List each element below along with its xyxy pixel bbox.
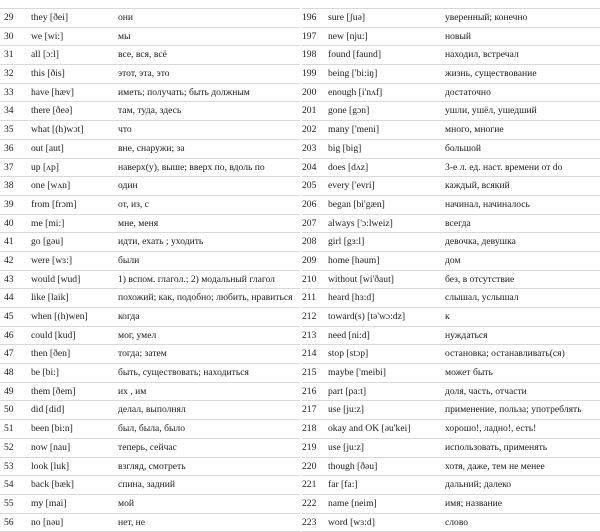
english-word: being ['bi:iŋ] (328, 68, 378, 80)
russian-translation: много, многие (445, 124, 504, 136)
table-row (302, 196, 600, 215)
english-word: new [nju:] (328, 30, 368, 42)
row-number: 213 (302, 329, 317, 341)
english-word: need [ni:d] (328, 329, 370, 341)
russian-translation: нет, не (118, 516, 146, 528)
row-number: 51 (4, 423, 14, 435)
table-row (302, 345, 600, 364)
english-word: maybe ['meibi] (328, 367, 386, 379)
english-word: though [ðəu] (328, 460, 378, 472)
row-number: 32 (4, 68, 14, 80)
english-word: does [dʌz] (328, 161, 369, 173)
row-number: 47 (4, 348, 14, 360)
row-number: 222 (302, 497, 317, 509)
russian-translation: были (118, 254, 140, 266)
table-row (0, 476, 300, 495)
english-word: me [mi:] (31, 217, 65, 229)
english-word: gone [gɔn] (328, 105, 370, 117)
english-word: go [gəu] (31, 236, 64, 248)
russian-translation: хотя, даже, тем не менее (445, 460, 545, 472)
table-row (302, 364, 600, 383)
table-row (302, 177, 600, 196)
russian-translation: мог, умел (118, 329, 157, 341)
russian-translation: применение, польза; употреблять (445, 404, 582, 416)
english-word: use [ju:z] (328, 441, 364, 453)
russian-translation: имя; название (445, 497, 503, 509)
row-number: 220 (302, 460, 317, 472)
row-number: 202 (302, 124, 317, 136)
row-number: 48 (4, 367, 14, 379)
english-word: out [aut] (31, 142, 64, 154)
english-word: use [ju:z] (328, 404, 364, 416)
russian-translation: один (118, 180, 138, 192)
english-word: been [bi:n] (31, 423, 73, 435)
english-word: they [ðei] (31, 12, 69, 23)
english-word: part [pa:t] (328, 385, 367, 397)
russian-translation: что (118, 124, 132, 136)
row-number: 199 (302, 68, 317, 80)
table-row (0, 327, 300, 346)
table-row (0, 252, 300, 271)
russian-translation: они (118, 12, 134, 23)
english-word: name [neim] (328, 497, 377, 509)
russian-translation: идти, ехать ; уходить (118, 236, 204, 248)
russian-translation: нуждаться (445, 329, 488, 341)
english-word: began [bi'gæn] (328, 198, 385, 210)
table-row (0, 84, 300, 103)
table-row (302, 401, 600, 420)
english-word: sure [ʃuə] (328, 12, 366, 23)
table-row (0, 159, 300, 178)
row-number: 198 (302, 49, 317, 61)
table-row (0, 308, 300, 327)
russian-translation: тогда; затем (118, 348, 167, 360)
russian-translation: каждый, всякий (445, 180, 510, 192)
table-row (302, 308, 600, 327)
row-number: 201 (302, 105, 317, 117)
row-number: 42 (4, 254, 14, 266)
table-row (302, 102, 600, 121)
english-word: up [ʌp] (31, 161, 59, 173)
table-row (0, 345, 300, 364)
russian-translation: от, из, с (118, 198, 149, 210)
row-number: 211 (302, 292, 317, 304)
table-row (0, 495, 300, 514)
russian-translation: может быть (445, 367, 493, 379)
table-row (302, 46, 600, 65)
russian-translation: быть, существовать; находиться (118, 367, 249, 379)
row-number: 52 (4, 441, 14, 453)
russian-translation: мы (118, 30, 131, 42)
table-row (0, 140, 300, 159)
english-word: now [nau] (31, 441, 71, 453)
table-row (302, 140, 600, 159)
russian-translation: спина, задний (118, 479, 176, 491)
english-word: many ['meni] (328, 124, 380, 136)
english-word: okay and OK [əu'kei] (328, 423, 411, 435)
english-word: always ['ɔ:lweiz] (328, 217, 393, 229)
english-word: like [laik] (31, 292, 69, 304)
english-word: no [nəu] (31, 516, 64, 528)
row-number: 33 (4, 86, 14, 98)
row-number: 196 (302, 12, 317, 23)
english-word: when [(h)wen] (31, 311, 88, 322)
english-word: my [mai] (31, 497, 67, 509)
russian-translation: девочка, девушка (445, 236, 516, 248)
english-word: girl [gɜ:l] (328, 236, 365, 248)
english-word: be [bi:] (31, 367, 59, 379)
russian-translation: вне, снаружи; за (118, 142, 185, 154)
russian-translation: когда (118, 311, 140, 322)
table-row (0, 215, 300, 234)
row-number: 219 (302, 441, 317, 453)
russian-translation: наверх(у), выше; вверх по, вдоль по (118, 161, 265, 173)
table-row (302, 420, 600, 439)
row-number: 38 (4, 180, 14, 192)
row-number: 56 (4, 516, 14, 528)
row-number: 37 (4, 161, 14, 173)
english-word: heard [hɜ:d] (328, 292, 375, 304)
row-number: 208 (302, 236, 317, 248)
table-row (0, 289, 300, 308)
russian-translation: без, в отсутствие (445, 273, 515, 285)
english-word: all [ɔ:l] (31, 49, 59, 61)
russian-translation: взгляд, смотреть (118, 460, 186, 472)
table-row (302, 121, 600, 140)
english-word: were [wɜ:] (31, 254, 73, 266)
english-word: big [big] (328, 142, 362, 154)
row-number: 200 (302, 86, 317, 98)
table-row (302, 383, 600, 402)
right-column (302, 0, 600, 532)
row-number: 41 (4, 236, 14, 248)
english-word: enough [i'nʌf] (328, 86, 383, 98)
row-number: 203 (302, 142, 317, 154)
russian-translation: этот, эта, это (118, 68, 170, 80)
row-number: 31 (4, 49, 14, 61)
table-row (0, 46, 300, 65)
table-row (0, 458, 300, 477)
english-word: did [did] (31, 404, 65, 416)
table-row (0, 271, 300, 290)
row-number: 34 (4, 105, 14, 117)
table-row (0, 28, 300, 47)
table-row (302, 215, 600, 234)
russian-translation: похожий; как, подобно; любить, нравиться (118, 292, 293, 304)
table-row (0, 401, 300, 420)
russian-translation: иметь; получать; быть должным (118, 86, 250, 98)
english-word: would [wud] (31, 273, 81, 285)
russian-translation: 1) вспом. глагол.; 2) модальный глагол (118, 273, 275, 285)
table-row (0, 233, 300, 252)
russian-translation: к (445, 311, 450, 322)
table-row (0, 420, 300, 439)
russian-translation: делал, выполнял (118, 404, 186, 416)
russian-translation: все, вся, всё (118, 49, 167, 61)
russian-translation: новый (445, 30, 472, 42)
russian-translation: дом (445, 254, 461, 266)
row-number: 216 (302, 385, 317, 397)
table-row (302, 458, 600, 477)
row-number: 53 (4, 460, 14, 472)
russian-translation: использовать, применять (445, 441, 548, 453)
table-row (302, 514, 600, 532)
english-word: one [wʌn] (31, 180, 71, 192)
table-row (0, 102, 300, 121)
russian-translation: хорошо!, ладно!, есть! (445, 423, 537, 435)
english-word: from [frɔm] (31, 198, 77, 210)
row-number: 209 (302, 254, 317, 266)
russian-translation: теперь, сейчас (118, 441, 177, 453)
table-row (302, 289, 600, 308)
row-number: 35 (4, 124, 14, 136)
english-word: without [wi'ðaut] (328, 273, 394, 285)
row-number: 44 (4, 292, 14, 304)
table-row (0, 383, 300, 402)
row-number: 45 (4, 311, 14, 322)
russian-translation: находил, встречал (445, 49, 519, 61)
english-word: then [ðen] (31, 348, 71, 360)
row-number: 212 (302, 311, 317, 322)
row-number: 207 (302, 217, 317, 229)
table-row (0, 9, 300, 28)
russian-translation: жизнь, существование (445, 68, 537, 80)
row-number: 43 (4, 273, 14, 285)
row-number: 36 (4, 142, 14, 154)
english-word: found [faund] (328, 49, 382, 61)
row-number: 40 (4, 217, 14, 229)
row-number: 223 (302, 516, 317, 528)
table-row (302, 28, 600, 47)
english-word: word [wɜ:d] (328, 516, 375, 528)
table-row (0, 65, 300, 84)
table-row (302, 476, 600, 495)
english-word: have [hæv] (31, 86, 74, 98)
english-word: home [həum] (328, 254, 380, 266)
english-word: could [kud] (31, 329, 76, 341)
table-row (302, 327, 600, 346)
row-number: 210 (302, 273, 317, 285)
russian-translation: доля, часть, отчасти (445, 385, 527, 397)
russian-translation: мой (118, 497, 135, 509)
row-number: 54 (4, 479, 14, 491)
row-number: 50 (4, 404, 14, 416)
table-row (302, 159, 600, 178)
row-number: 206 (302, 198, 317, 210)
row-number: 215 (302, 367, 317, 379)
row-number: 46 (4, 329, 14, 341)
table-row (0, 364, 300, 383)
table-row (0, 439, 300, 458)
russian-translation: всегда (445, 217, 471, 229)
russian-translation: начинал, начиналось (445, 198, 530, 210)
russian-translation: остановка; останавливать(ся) (445, 348, 565, 360)
row-number: 217 (302, 404, 317, 416)
russian-translation: слово (445, 516, 469, 528)
russian-translation: там, туда, здесь (118, 105, 182, 117)
row-number: 218 (302, 423, 317, 435)
table-row (302, 439, 600, 458)
russian-translation: мне, меня (118, 217, 159, 229)
table-row (302, 9, 600, 28)
russian-translation: достаточно (445, 86, 491, 98)
table-row (302, 252, 600, 271)
row-number: 221 (302, 479, 317, 491)
table-row (0, 196, 300, 215)
table-row (0, 121, 300, 140)
english-word: what [(h)wɔt] (31, 124, 84, 136)
row-number: 49 (4, 385, 14, 397)
row-number: 30 (4, 30, 14, 42)
row-number: 55 (4, 497, 14, 509)
table-row (0, 514, 300, 532)
table-row (302, 233, 600, 252)
russian-translation: 3-е л. ед. наст. времени от do (445, 161, 563, 173)
russian-translation: их , им (118, 385, 147, 397)
russian-translation: дальний; далеко (445, 479, 512, 491)
english-word: this [ðis] (31, 68, 65, 80)
english-word: them [ðem] (31, 385, 76, 397)
english-word: far [fa:] (328, 479, 358, 491)
russian-translation: был, была, было (118, 423, 185, 435)
table-row (302, 84, 600, 103)
table-row-clipped (0, 0, 300, 9)
table-row (302, 495, 600, 514)
english-word: there [ðeə] (31, 105, 73, 117)
table-row (0, 177, 300, 196)
table-row (302, 271, 600, 290)
russian-translation: большой (445, 142, 482, 154)
english-word: we [wi:] (31, 30, 64, 42)
russian-translation: ушли, ушёл, ушедший (445, 105, 537, 117)
english-word: back [bæk] (31, 479, 74, 491)
row-number: 204 (302, 161, 317, 173)
english-word: look [luk] (31, 460, 70, 472)
row-number: 205 (302, 180, 317, 192)
table-row-clipped (302, 0, 600, 9)
table-row (302, 65, 600, 84)
row-number: 29 (4, 12, 14, 23)
russian-translation: уверенный; конечно (445, 12, 528, 23)
english-word: stop [stɔp] (328, 348, 369, 360)
row-number: 214 (302, 348, 317, 360)
row-number: 39 (4, 198, 14, 210)
russian-translation: слышал, услышал (445, 292, 519, 304)
english-word: every ['evri] (328, 180, 375, 192)
row-number: 197 (302, 30, 317, 42)
english-word: toward(s) [tə'wɔ:dz] (328, 311, 406, 322)
